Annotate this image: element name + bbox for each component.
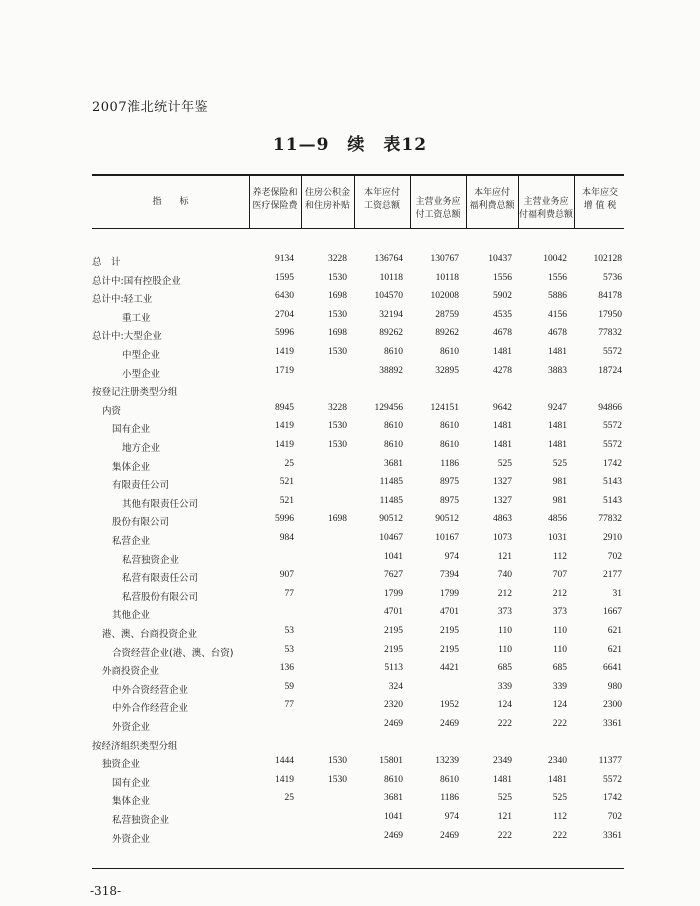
cell-value: 212 bbox=[497, 588, 512, 599]
cell-value: 110 bbox=[498, 644, 512, 655]
cell-value: 1481 bbox=[493, 774, 512, 785]
cell-value: 5143 bbox=[603, 495, 622, 506]
cell-value: 5996 bbox=[275, 328, 294, 339]
cell-value: 339 bbox=[552, 681, 567, 692]
cell-value: 1698 bbox=[328, 514, 347, 525]
cell-value: 621 bbox=[607, 644, 622, 655]
table-row bbox=[0, 459, 700, 477]
cell-value: 112 bbox=[553, 812, 567, 822]
cell-value: 6641 bbox=[603, 663, 622, 674]
cell-value: 102128 bbox=[593, 254, 622, 264]
cell-value: 2469 bbox=[384, 719, 403, 729]
cell-value: 102008 bbox=[430, 291, 459, 302]
cell-value: 1530 bbox=[328, 756, 347, 767]
cell-value: 8610 bbox=[440, 421, 459, 432]
cell-value: 121 bbox=[497, 812, 512, 822]
cell-value: 15801 bbox=[379, 756, 403, 767]
cell-value: 90512 bbox=[435, 514, 459, 525]
cell-value: 2320 bbox=[384, 700, 403, 711]
table-row bbox=[0, 570, 700, 588]
table-row bbox=[0, 682, 700, 700]
header-indicator: 指 标 bbox=[152, 197, 189, 207]
table-row bbox=[0, 589, 700, 607]
cell-value: 2910 bbox=[603, 533, 622, 543]
cell-value: 4863 bbox=[493, 514, 512, 525]
header-bottom-rule bbox=[92, 228, 624, 229]
cell-value: 1742 bbox=[603, 793, 622, 804]
row-label: 国有企业 bbox=[112, 424, 151, 436]
cell-value: 5572 bbox=[603, 440, 622, 450]
cell-value: 2195 bbox=[384, 626, 403, 636]
row-label: 总计中:轻工业 bbox=[92, 294, 153, 306]
cell-value: 1719 bbox=[275, 365, 294, 376]
cell-value: 1073 bbox=[493, 533, 512, 543]
cell-value: 5996 bbox=[275, 514, 294, 525]
cell-value: 5736 bbox=[603, 272, 622, 283]
header-line: 付工资总额 bbox=[415, 210, 461, 220]
cell-value: 1186 bbox=[440, 793, 459, 804]
row-label: 中型企业 bbox=[122, 350, 161, 361]
row-label: 重工业 bbox=[122, 312, 151, 324]
cell-value: 1556 bbox=[493, 272, 512, 283]
row-label: 私营企业 bbox=[112, 536, 151, 547]
cell-value: 130767 bbox=[430, 254, 459, 264]
cell-value: 1481 bbox=[548, 774, 567, 785]
header-main-business-welfare bbox=[518, 196, 574, 222]
cell-value: 1481 bbox=[493, 347, 512, 357]
table-row bbox=[0, 756, 700, 774]
header-line: 住房公积金 bbox=[304, 188, 350, 198]
cell-value: 222 bbox=[552, 830, 567, 841]
cell-value: 1481 bbox=[548, 347, 567, 357]
cell-value: 3228 bbox=[328, 254, 347, 264]
header-line: 本年应交 bbox=[581, 188, 618, 198]
row-label: 其他企业 bbox=[112, 610, 151, 622]
cell-value: 13239 bbox=[435, 756, 459, 767]
cell-value: 3361 bbox=[603, 830, 622, 841]
cell-value: 2300 bbox=[603, 700, 622, 711]
cell-value: 77832 bbox=[598, 328, 622, 339]
cell-value: 974 bbox=[444, 812, 459, 822]
cell-value: 4678 bbox=[493, 328, 512, 339]
header-pension-medical bbox=[249, 187, 301, 213]
table-row bbox=[0, 347, 700, 365]
table-row bbox=[0, 775, 700, 793]
cell-value: 1530 bbox=[328, 309, 347, 320]
row-label: 股份有限公司 bbox=[112, 517, 170, 529]
cell-value: 9642 bbox=[493, 402, 512, 413]
row-label: 集体企业 bbox=[112, 461, 151, 473]
cell-value: 8610 bbox=[384, 421, 403, 432]
cell-value: 1481 bbox=[493, 440, 512, 450]
cell-value: 110 bbox=[553, 644, 567, 655]
table-row bbox=[0, 738, 700, 756]
cell-value: 10437 bbox=[488, 254, 512, 264]
cell-value: 77 bbox=[284, 700, 294, 711]
cell-value: 77 bbox=[284, 588, 294, 599]
table-row bbox=[0, 310, 700, 328]
cell-value: 1530 bbox=[328, 272, 347, 283]
cell-value: 11485 bbox=[379, 477, 403, 488]
cell-value: 8975 bbox=[440, 477, 459, 488]
cell-value: 121 bbox=[497, 551, 512, 562]
header-line: 工资总额 bbox=[363, 201, 400, 211]
cell-value: 1530 bbox=[328, 774, 347, 785]
cell-value: 10042 bbox=[543, 254, 567, 264]
cell-value: 1419 bbox=[275, 347, 294, 357]
row-label: 其他有限责任公司 bbox=[122, 498, 199, 510]
header-line: 医疗保险费 bbox=[252, 201, 298, 211]
cell-value: 4421 bbox=[440, 663, 459, 674]
cell-value: 4535 bbox=[493, 309, 512, 320]
table-title: 11—9 续 表12 bbox=[272, 135, 428, 155]
cell-value: 1419 bbox=[275, 421, 294, 432]
cell-value: 8610 bbox=[384, 774, 403, 785]
cell-value: 525 bbox=[497, 793, 512, 804]
cell-value: 1327 bbox=[493, 477, 512, 488]
row-label: 合资经营企业(港、澳、台资) bbox=[112, 647, 234, 659]
cell-value: 2704 bbox=[275, 309, 294, 320]
cell-value: 2469 bbox=[440, 719, 459, 729]
row-label: 总计中:大型企业 bbox=[92, 331, 162, 343]
cell-value: 10118 bbox=[435, 272, 459, 283]
table-row bbox=[0, 254, 700, 272]
row-label: 集体企业 bbox=[112, 796, 151, 808]
table-row bbox=[0, 812, 700, 830]
header-line: 本年应付 bbox=[473, 188, 510, 198]
cell-value: 5572 bbox=[603, 774, 622, 785]
cell-value: 521 bbox=[279, 477, 294, 488]
cell-value: 10167 bbox=[435, 533, 459, 543]
cell-value: 702 bbox=[607, 551, 622, 562]
cell-value: 2340 bbox=[548, 756, 567, 767]
cell-value: 222 bbox=[552, 719, 567, 729]
table-row bbox=[0, 552, 700, 570]
cell-value: 4678 bbox=[548, 328, 567, 339]
table-row bbox=[0, 831, 700, 849]
cell-value: 1186 bbox=[440, 458, 459, 469]
cell-value: 981 bbox=[552, 477, 567, 488]
cell-value: 2349 bbox=[493, 756, 512, 767]
cell-value: 8610 bbox=[440, 347, 459, 357]
cell-value: 31 bbox=[612, 588, 622, 599]
cell-value: 373 bbox=[552, 607, 567, 618]
cell-value: 525 bbox=[497, 458, 512, 469]
cell-value: 3681 bbox=[384, 793, 403, 804]
table-row bbox=[0, 421, 700, 439]
table-row bbox=[0, 719, 700, 737]
yearbook-header: 2007淮北统计年鉴 bbox=[92, 100, 209, 115]
header-welfare-payable bbox=[466, 187, 518, 213]
cell-value: 1444 bbox=[275, 756, 294, 767]
cell-value: 124151 bbox=[430, 402, 459, 413]
cell-value: 4856 bbox=[548, 514, 567, 525]
cell-value: 621 bbox=[607, 626, 622, 636]
table-row bbox=[0, 273, 700, 291]
table-row bbox=[0, 440, 700, 458]
row-label: 按经济组织类型分组 bbox=[92, 740, 178, 752]
cell-value: 5143 bbox=[603, 477, 622, 488]
table-bottom-rule bbox=[92, 868, 624, 869]
header-vat-payable bbox=[574, 187, 626, 213]
table-row bbox=[0, 514, 700, 532]
cell-value: 8610 bbox=[440, 440, 459, 450]
header-line: 本年应付 bbox=[363, 188, 400, 198]
cell-value: 740 bbox=[497, 570, 512, 581]
table-row bbox=[0, 663, 700, 681]
cell-value: 1799 bbox=[384, 588, 403, 599]
cell-value: 974 bbox=[444, 551, 459, 562]
cell-value: 7394 bbox=[440, 570, 459, 581]
cell-value: 1481 bbox=[548, 421, 567, 432]
cell-value: 1419 bbox=[275, 774, 294, 785]
row-label: 小型企业 bbox=[122, 368, 161, 380]
cell-value: 339 bbox=[497, 681, 512, 692]
row-label: 内资 bbox=[102, 405, 122, 417]
header-line: 主营业务应 bbox=[523, 197, 569, 207]
table-row bbox=[0, 403, 700, 421]
row-label: 私营有限责任公司 bbox=[122, 573, 199, 585]
table-row bbox=[0, 626, 700, 644]
table-row bbox=[0, 607, 700, 625]
cell-value: 3228 bbox=[328, 402, 347, 413]
row-label: 国有企业 bbox=[112, 777, 151, 789]
cell-value: 702 bbox=[607, 812, 622, 822]
cell-value: 28759 bbox=[435, 309, 459, 320]
cell-value: 10118 bbox=[379, 272, 403, 283]
cell-value: 1041 bbox=[384, 551, 403, 562]
cell-value: 1530 bbox=[328, 440, 347, 450]
cell-value: 5572 bbox=[603, 421, 622, 432]
table-row bbox=[0, 700, 700, 718]
header-line: 主营业务应 bbox=[415, 197, 461, 207]
row-label: 私营独资企业 bbox=[112, 815, 170, 826]
cell-value: 525 bbox=[552, 793, 567, 804]
cell-value: 685 bbox=[497, 663, 512, 674]
cell-value: 1698 bbox=[328, 328, 347, 339]
cell-value: 32895 bbox=[435, 365, 459, 376]
header-line: 福利费总额 bbox=[469, 201, 515, 211]
cell-value: 4156 bbox=[548, 309, 567, 320]
cell-value: 84178 bbox=[598, 291, 622, 302]
table-row bbox=[0, 384, 700, 402]
row-label: 私营股份有限公司 bbox=[122, 591, 199, 603]
cell-value: 1041 bbox=[384, 812, 403, 822]
cell-value: 11377 bbox=[598, 756, 622, 767]
row-label: 港、澳、台商投资企业 bbox=[102, 629, 198, 640]
cell-value: 110 bbox=[553, 626, 567, 636]
cell-value: 1481 bbox=[548, 440, 567, 450]
cell-value: 2195 bbox=[384, 644, 403, 655]
table-row bbox=[0, 291, 700, 309]
cell-value: 3361 bbox=[603, 719, 622, 729]
cell-value: 525 bbox=[552, 458, 567, 469]
cell-value: 4701 bbox=[440, 607, 459, 618]
cell-value: 1419 bbox=[275, 440, 294, 450]
table-row bbox=[0, 793, 700, 811]
cell-value: 521 bbox=[279, 495, 294, 506]
cell-value: 1031 bbox=[548, 533, 567, 543]
cell-value: 8975 bbox=[440, 495, 459, 506]
cell-value: 18724 bbox=[598, 365, 622, 376]
cell-value: 1667 bbox=[603, 607, 622, 618]
cell-value: 112 bbox=[553, 551, 567, 562]
cell-value: 1952 bbox=[440, 700, 459, 711]
row-label: 私营独资企业 bbox=[122, 554, 180, 566]
cell-value: 90512 bbox=[379, 514, 403, 525]
header-line: 和住房补贴 bbox=[304, 201, 350, 211]
cell-value: 8610 bbox=[384, 347, 403, 357]
row-label: 总计中:国有控股企业 bbox=[92, 275, 181, 287]
header-housing-fund bbox=[301, 187, 354, 213]
cell-value: 9134 bbox=[275, 254, 294, 264]
cell-value: 53 bbox=[284, 644, 294, 655]
cell-value: 6430 bbox=[275, 291, 294, 302]
cell-value: 17950 bbox=[598, 309, 622, 320]
cell-value: 2195 bbox=[440, 644, 459, 655]
row-label: 外资企业 bbox=[112, 833, 151, 845]
cell-value: 1698 bbox=[328, 291, 347, 302]
cell-value: 222 bbox=[497, 830, 512, 841]
header-main-business-wages bbox=[410, 196, 466, 222]
cell-value: 980 bbox=[607, 681, 622, 692]
header-line: 增 值 税 bbox=[583, 201, 617, 211]
cell-value: 32194 bbox=[379, 309, 403, 320]
cell-value: 10467 bbox=[379, 533, 403, 543]
cell-value: 7627 bbox=[384, 570, 403, 581]
header-line: 付福利费总额 bbox=[518, 210, 573, 220]
cell-value: 5886 bbox=[548, 291, 567, 302]
cell-value: 2469 bbox=[384, 830, 403, 841]
cell-value: 94866 bbox=[598, 402, 622, 413]
cell-value: 11485 bbox=[379, 495, 403, 506]
table-row bbox=[0, 533, 700, 551]
cell-value: 2195 bbox=[440, 626, 459, 636]
cell-value: 8610 bbox=[440, 774, 459, 785]
cell-value: 124 bbox=[552, 700, 567, 711]
table-row bbox=[0, 328, 700, 346]
cell-value: 59 bbox=[284, 681, 294, 692]
cell-value: 2469 bbox=[440, 830, 459, 841]
cell-value: 1530 bbox=[328, 347, 347, 357]
row-label: 外商投资企业 bbox=[102, 666, 160, 678]
cell-value: 1481 bbox=[493, 421, 512, 432]
header-line: 养老保险和 bbox=[252, 188, 298, 198]
cell-value: 1327 bbox=[493, 495, 512, 506]
cell-value: 8610 bbox=[384, 440, 403, 450]
cell-value: 222 bbox=[497, 719, 512, 729]
cell-value: 984 bbox=[279, 533, 294, 543]
cell-value: 89262 bbox=[379, 328, 403, 339]
header-wages-payable bbox=[354, 187, 410, 213]
cell-value: 5572 bbox=[603, 347, 622, 357]
table-row bbox=[0, 366, 700, 384]
cell-value: 1595 bbox=[275, 272, 294, 283]
cell-value: 373 bbox=[497, 607, 512, 618]
cell-value: 104570 bbox=[374, 291, 403, 302]
cell-value: 3883 bbox=[548, 365, 567, 376]
table-row bbox=[0, 645, 700, 663]
row-label: 地方企业 bbox=[122, 443, 161, 454]
cell-value: 129456 bbox=[374, 402, 403, 413]
cell-value: 1530 bbox=[328, 421, 347, 432]
cell-value: 53 bbox=[284, 626, 294, 636]
cell-value: 1799 bbox=[440, 588, 459, 599]
row-label: 独资企业 bbox=[102, 759, 141, 771]
cell-value: 110 bbox=[498, 626, 512, 636]
cell-value: 4278 bbox=[493, 365, 512, 376]
cell-value: 324 bbox=[388, 681, 403, 692]
row-label: 中外合作经营企业 bbox=[112, 703, 189, 715]
cell-value: 8945 bbox=[275, 402, 294, 413]
cell-value: 5902 bbox=[493, 291, 512, 302]
page-number: -318- bbox=[90, 884, 122, 898]
cell-value: 25 bbox=[284, 458, 294, 469]
cell-value: 3681 bbox=[384, 458, 403, 469]
cell-value: 89262 bbox=[435, 328, 459, 339]
cell-value: 685 bbox=[552, 663, 567, 674]
table-row bbox=[0, 477, 700, 495]
cell-value: 2177 bbox=[603, 570, 622, 581]
row-label: 总 计 bbox=[92, 257, 121, 268]
cell-value: 1556 bbox=[548, 272, 567, 283]
table-top-rule bbox=[92, 174, 624, 176]
row-label: 外资企业 bbox=[112, 722, 151, 733]
row-label: 有限责任公司 bbox=[112, 480, 170, 492]
cell-value: 77832 bbox=[598, 514, 622, 525]
row-label: 中外合资经营企业 bbox=[112, 684, 189, 696]
cell-value: 907 bbox=[279, 570, 294, 581]
cell-value: 4701 bbox=[384, 607, 403, 618]
cell-value: 5113 bbox=[384, 663, 403, 674]
cell-value: 9247 bbox=[548, 402, 567, 413]
table-row bbox=[0, 496, 700, 514]
cell-value: 25 bbox=[284, 793, 294, 804]
cell-value: 981 bbox=[552, 495, 567, 506]
cell-value: 1742 bbox=[603, 458, 622, 469]
cell-value: 212 bbox=[552, 588, 567, 599]
cell-value: 136 bbox=[279, 663, 294, 674]
cell-value: 136764 bbox=[374, 254, 403, 264]
row-label: 按登记注册类型分组 bbox=[92, 387, 178, 399]
cell-value: 38892 bbox=[379, 365, 403, 376]
cell-value: 707 bbox=[552, 570, 567, 581]
cell-value: 124 bbox=[497, 700, 512, 711]
